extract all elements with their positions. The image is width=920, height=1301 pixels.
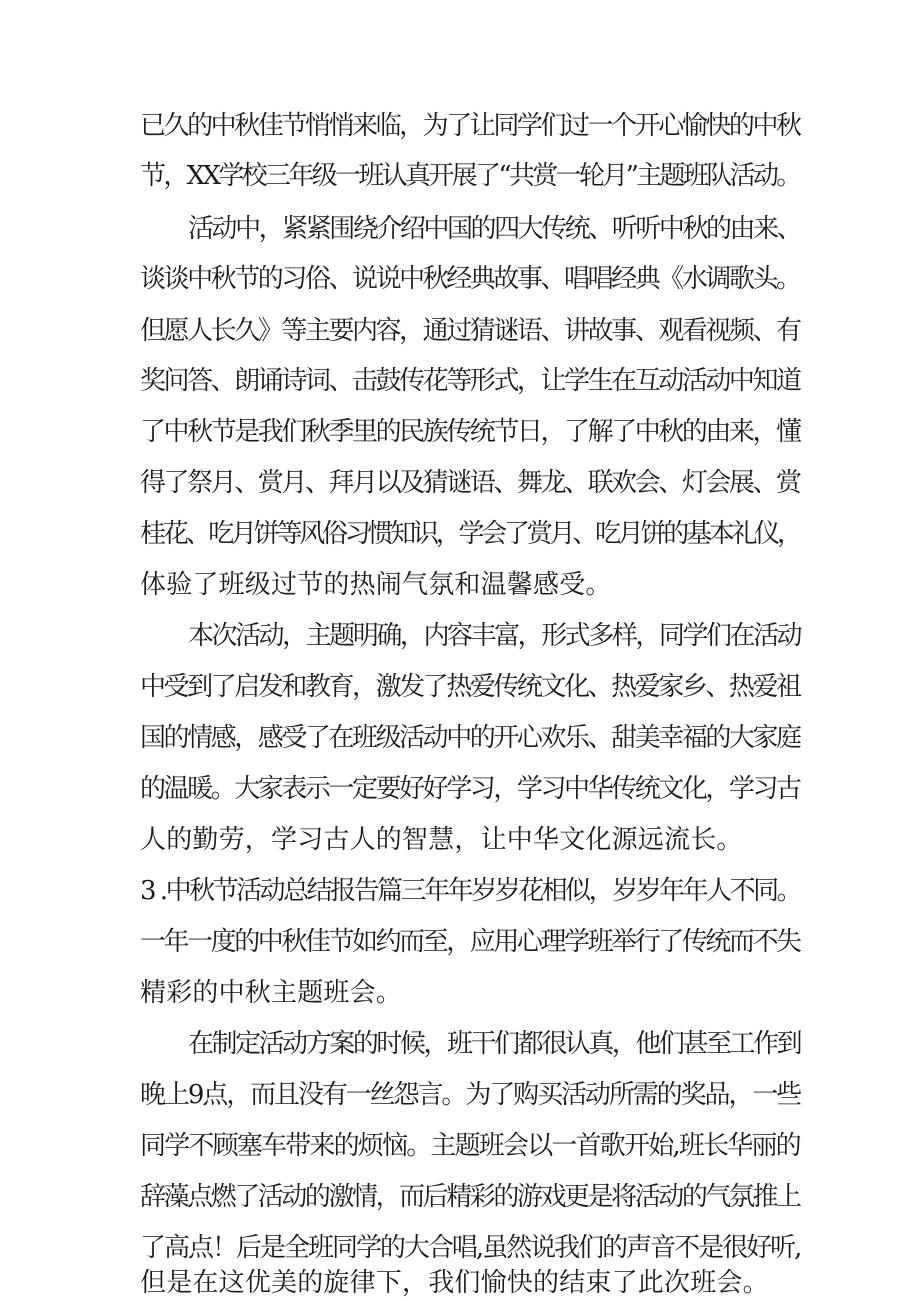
text-line: 辞藻点燃了活动的激情，而后精彩的游戏更是将活动的气氛推上 [140, 1182, 800, 1212]
text-line: 同学不顾塞车带来的烦恼。主题班会以一首歌开始,班长华丽的 [140, 1131, 800, 1161]
text-line: 得了祭月、赏月、拜月以及猜谜语、舞龙、联欢会、灯会展、赏 [140, 468, 800, 498]
text-line: 在制定活动方案的时候，班干们都很认真，他们甚至工作到 [188, 1029, 801, 1059]
text-line: 晚上9点，而且没有一丝怨言。为了购买活动所需的奖品，一些 [140, 1080, 801, 1110]
text-line: 谈谈中秋节的习俗、说说中秋经典故事、唱唱经典《水调歌头。 [140, 264, 800, 294]
text-line: 但愿人长久》等主要内容，通过猜谜语、讲故事、观看视频、有 [140, 316, 800, 346]
text-line: 桂花、吃月饼等风俗习惯知识，学会了赏月、吃月饼的基本礼仪， [140, 519, 800, 549]
text-line: 活动中，紧紧围绕介绍中国的四大传统、听听中秋的由来、 [188, 214, 801, 244]
section-heading-line: 3 .中秋节活动总结报告篇三年年岁岁花相似，岁岁年年人不同。 [140, 876, 801, 906]
text-line: 的温暖。大家表示一定要好好学习，学习中华传统文化，学习古 [140, 774, 800, 804]
text-line: 本次活动，主题明确，内容丰富，形式多样，同学们在活动 [188, 621, 801, 651]
text-line: 一年一度的中秋佳节如约而至，应用心理学班举行了传统而不失 [140, 927, 800, 957]
text-line: 但是在这优美的旋律下，我们愉快的结束了此次班会。 [140, 1268, 769, 1298]
text-line: 人的勤劳，学习古人的智慧，让中华文化源远流长。 [140, 825, 743, 855]
text-line: 国的情感，感受了在班级活动中的开心欢乐、甜美幸福的大家庭 [140, 723, 800, 753]
text-line: 精彩的中秋主题班会。 [140, 978, 403, 1008]
text-line: 中受到了启发和教育，激发了热爱传统文化、热爱家乡、热爱祖 [140, 672, 800, 702]
text-line: 体验了班级过节的热闹气氛和温馨感受。 [140, 570, 612, 600]
text-line: 已久的中秋佳节悄悄来临，为了让同学们过一个开心愉快的中秋 [140, 111, 800, 141]
text-line: 了高点！后是全班同学的大合唱,虽然说我们的声音不是很好听, [140, 1233, 801, 1263]
text-line: 节，XX学校三年级一班认真开展了“共赏一轮月”主题班队活动。 [140, 161, 800, 191]
text-line: 了中秋节是我们秋季里的民族传统节日，了解了中秋的由来，懂 [140, 417, 800, 447]
text-line: 奖问答、朗诵诗词、击鼓传花等形式，让学生在互动活动中知道 [140, 366, 800, 396]
